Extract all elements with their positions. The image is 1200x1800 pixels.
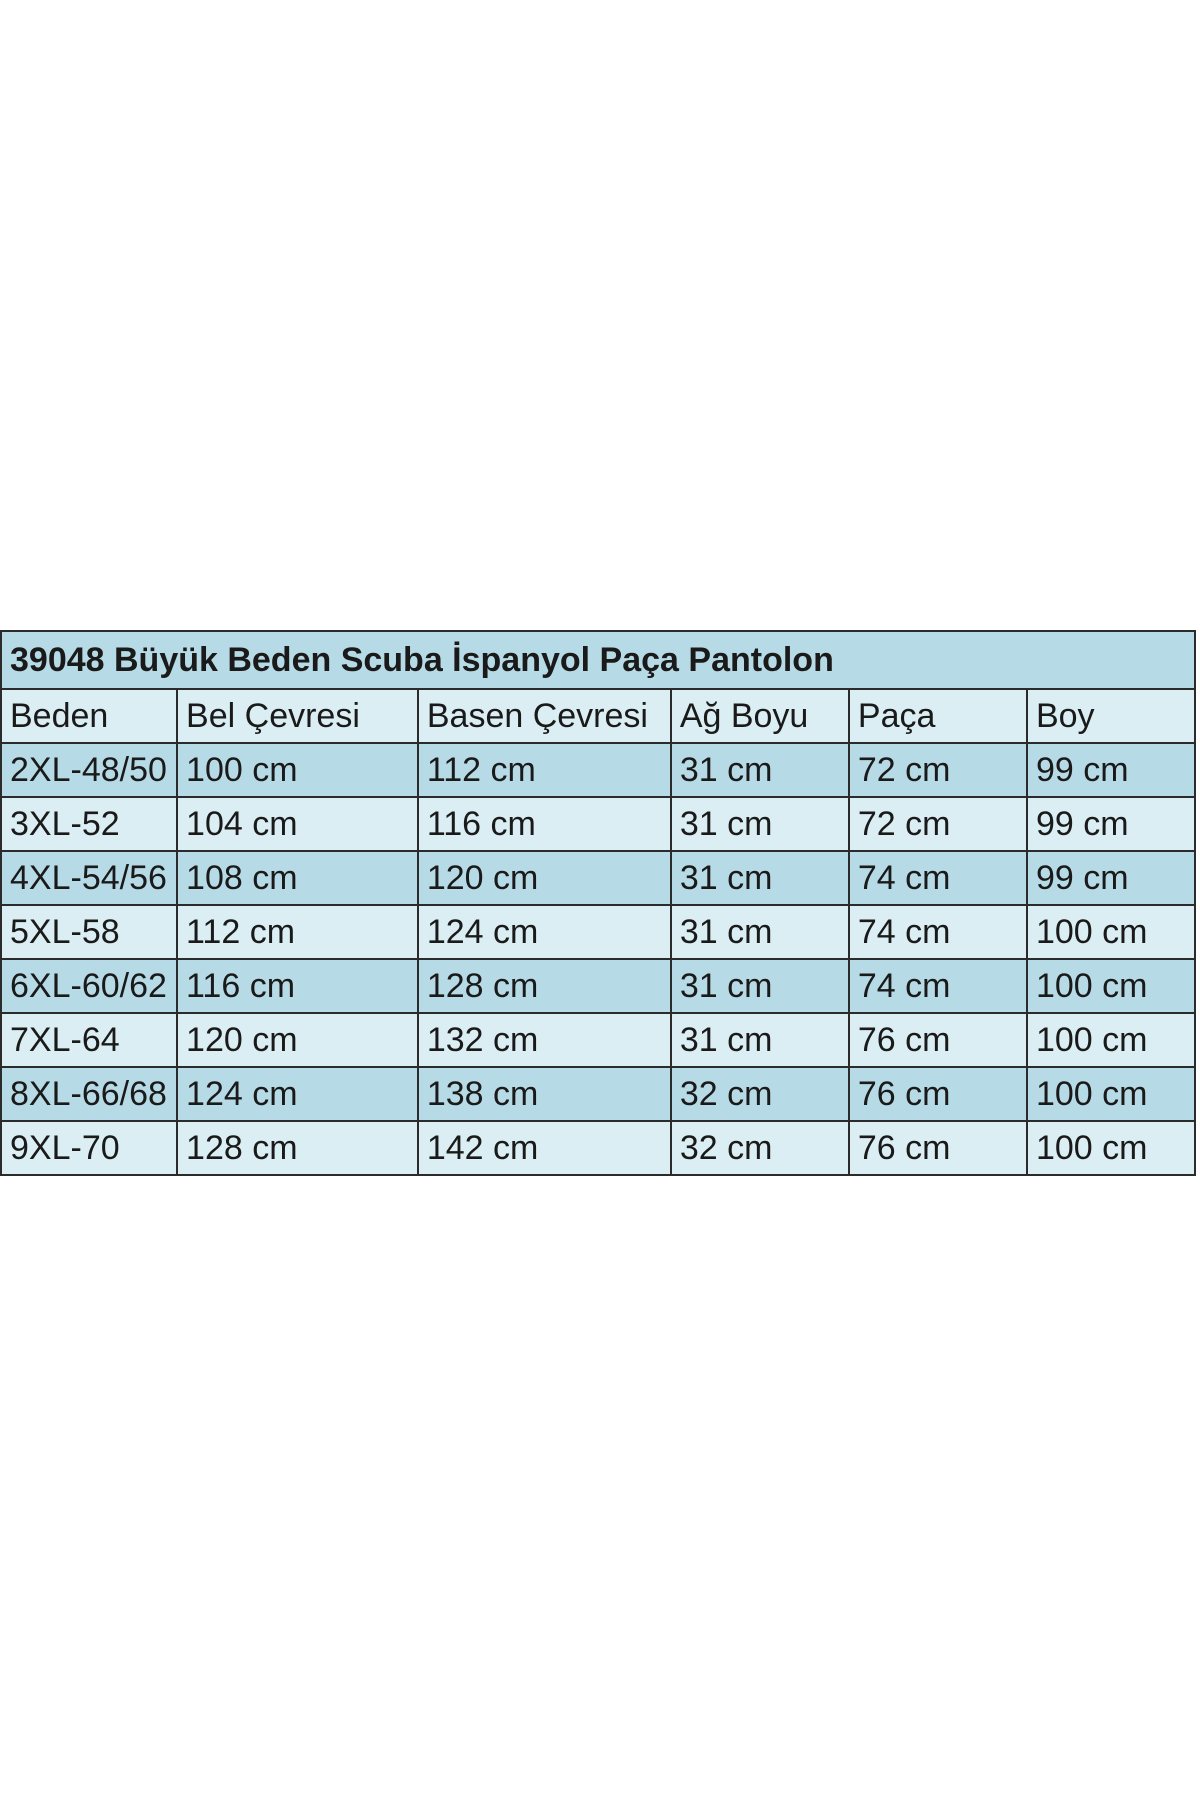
measurement-cell: 72 cm (849, 797, 1027, 851)
measurement-cell: 31 cm (671, 1013, 849, 1067)
size-cell: 5XL-58 (1, 905, 177, 959)
table-row (1, 1121, 1195, 1175)
measurement-cell: 76 cm (849, 1121, 1027, 1175)
measurement-cell: 112 cm (177, 905, 418, 959)
measurement-cell: 31 cm (671, 959, 849, 1013)
table-row (1, 1013, 1195, 1067)
measurement-cell: 32 cm (671, 1067, 849, 1121)
measurement-cell: 120 cm (177, 1013, 418, 1067)
size-cell: 4XL-54/56 (1, 851, 177, 905)
measurement-cell: 72 cm (849, 743, 1027, 797)
table-row (1, 905, 1195, 959)
measurement-cell: 31 cm (671, 851, 849, 905)
measurement-cell: 76 cm (849, 1013, 1027, 1067)
measurement-cell: 128 cm (177, 1121, 418, 1175)
table-title: 39048 Büyük Beden Scuba İspanyol Paça Pantolon (1, 631, 1195, 689)
size-cell: 6XL-60/62 (1, 959, 177, 1013)
size-chart-table (0, 630, 1196, 1176)
measurement-cell: 76 cm (849, 1067, 1027, 1121)
column-header: Basen Çevresi (418, 689, 671, 743)
column-header: Boy (1027, 689, 1195, 743)
measurement-cell: 108 cm (177, 851, 418, 905)
measurement-cell: 100 cm (1027, 1067, 1195, 1121)
measurement-cell: 74 cm (849, 905, 1027, 959)
measurement-cell: 124 cm (418, 905, 671, 959)
table-row (1, 959, 1195, 1013)
measurement-cell: 99 cm (1027, 743, 1195, 797)
measurement-cell: 100 cm (1027, 905, 1195, 959)
measurement-cell: 100 cm (1027, 1013, 1195, 1067)
measurement-cell: 128 cm (418, 959, 671, 1013)
column-header: Ağ Boyu (671, 689, 849, 743)
measurement-cell: 100 cm (177, 743, 418, 797)
measurement-cell: 142 cm (418, 1121, 671, 1175)
measurement-cell: 99 cm (1027, 797, 1195, 851)
table-row (1, 743, 1195, 797)
measurement-cell: 31 cm (671, 905, 849, 959)
measurement-cell: 74 cm (849, 959, 1027, 1013)
measurement-cell: 116 cm (177, 959, 418, 1013)
measurement-cell: 116 cm (418, 797, 671, 851)
measurement-cell: 124 cm (177, 1067, 418, 1121)
size-cell: 7XL-64 (1, 1013, 177, 1067)
size-cell: 3XL-52 (1, 797, 177, 851)
measurement-cell: 31 cm (671, 743, 849, 797)
measurement-cell: 32 cm (671, 1121, 849, 1175)
measurement-cell: 31 cm (671, 797, 849, 851)
measurement-cell: 138 cm (418, 1067, 671, 1121)
column-header: Paça (849, 689, 1027, 743)
measurement-cell: 112 cm (418, 743, 671, 797)
measurement-cell: 132 cm (418, 1013, 671, 1067)
measurement-cell: 99 cm (1027, 851, 1195, 905)
measurement-cell: 74 cm (849, 851, 1027, 905)
measurement-cell: 104 cm (177, 797, 418, 851)
title-row (1, 631, 1195, 689)
header-row (1, 689, 1195, 743)
table-row (1, 1067, 1195, 1121)
measurement-cell: 100 cm (1027, 959, 1195, 1013)
measurement-cell: 120 cm (418, 851, 671, 905)
size-cell: 2XL-48/50 (1, 743, 177, 797)
size-cell: 9XL-70 (1, 1121, 177, 1175)
measurement-cell: 100 cm (1027, 1121, 1195, 1175)
table-row (1, 851, 1195, 905)
column-header: Bel Çevresi (177, 689, 418, 743)
column-header: Beden (1, 689, 177, 743)
table-row (1, 797, 1195, 851)
size-cell: 8XL-66/68 (1, 1067, 177, 1121)
